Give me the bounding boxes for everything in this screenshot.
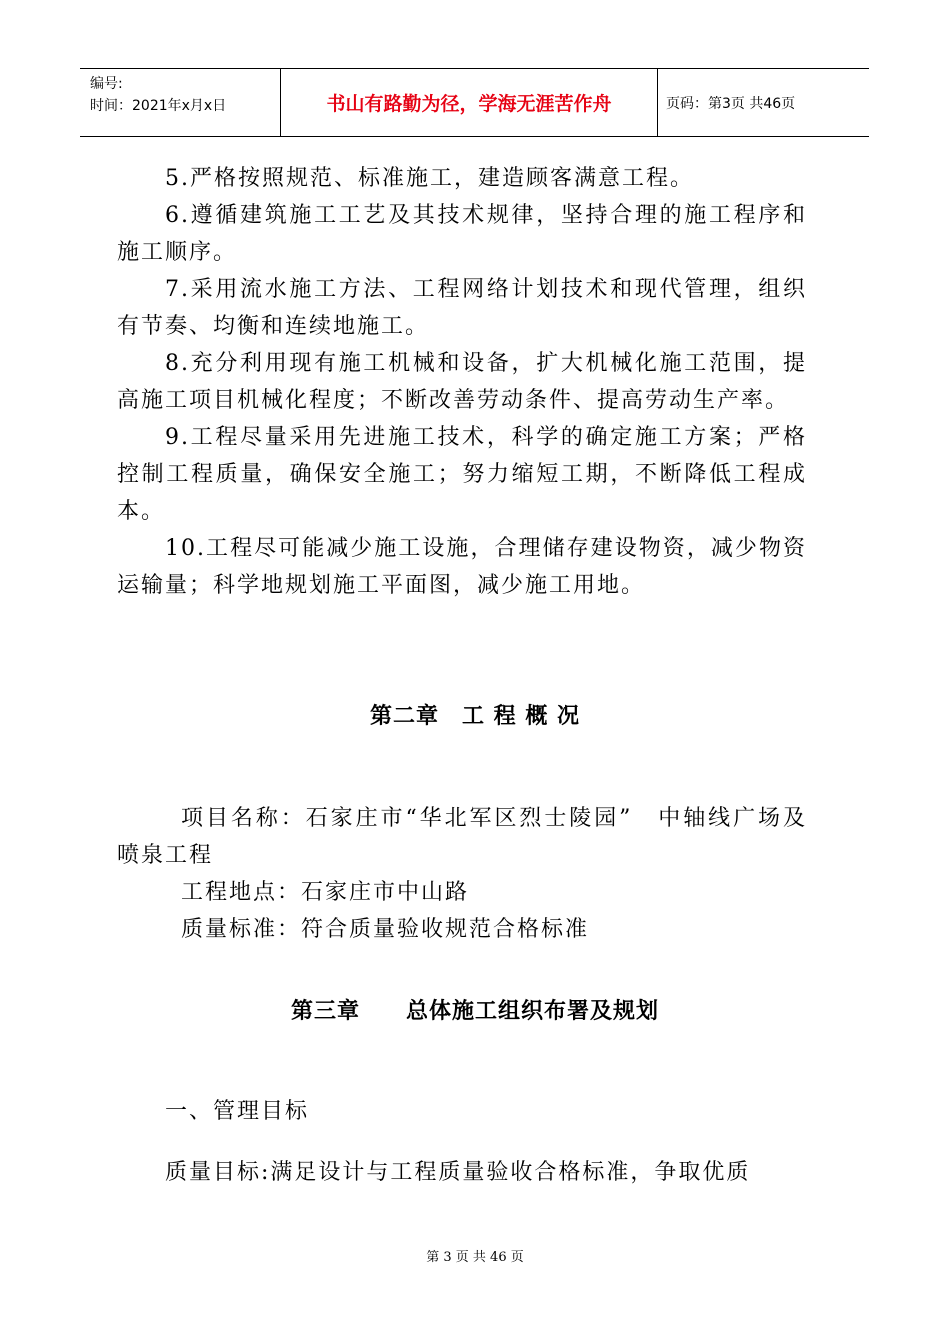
project-location: 工程地点：石家庄市中山路 <box>181 880 470 905</box>
body-text <box>117 160 807 604</box>
header-page-info: 页码：第3页 共46页 <box>666 95 796 112</box>
document-header <box>80 68 869 137</box>
quality-goal-block <box>117 1154 807 1191</box>
quality-standard: 质量标准：符合质量验收规范合格标准 <box>181 917 590 942</box>
page-footer: 第 3 页 共 46 页 <box>426 1250 524 1265</box>
paragraph-5: 5.严格按照规范、标准施工，建造顾客满意工程。 <box>165 166 694 191</box>
project-name: 项目名称：石家庄市“华北军区烈士陵园” 中轴线广场及喷泉工程 <box>117 806 807 868</box>
paragraph-7: 7.采用流水施工方法、工程网络计划技术和现代管理，组织有节奏、均衡和连续地施工。 <box>117 277 807 339</box>
paragraph-8: 8.充分利用现有施工机械和设备，扩大机械化施工范围，提高施工项目机械化程度；不断改善劳动条件、提高劳动生产率。 <box>117 351 807 413</box>
paragraph-6: 6.遵循建筑施工工艺及其技术规律，坚持合理的施工程序和施工顺序。 <box>117 203 807 265</box>
project-info <box>117 800 807 948</box>
header-meta-cell <box>80 69 281 136</box>
section-heading: 一、管理目标 <box>165 1099 310 1124</box>
paragraph-10: 10.工程尽可能减少施工设施，合理储存建设物资，减少物资运输量；科学地规划施工平面图，减少施工用地。 <box>117 536 807 598</box>
quality-goal: 质量目标:满足设计与工程质量验收合格标准，争取优质 <box>165 1160 751 1185</box>
chapter-2-title: 第二章 工 程 概 况 <box>370 704 580 729</box>
time-label: 时间：2021年x月x日 <box>90 98 227 114</box>
paragraph-9: 9.工程尽量采用先进施工技术，科学的确定施工方案；严格控制工程质量，确保安全施工；努力缩短工期，不断降低工程成本。 <box>117 425 807 524</box>
number-label: 编号: <box>90 76 123 92</box>
chapter-3-title: 第三章 总体施工组织布署及规划 <box>290 999 659 1024</box>
management-goals <box>117 1093 807 1130</box>
header-motto: 书山有路勤为径，学海无涯苦作舟 <box>281 69 658 136</box>
